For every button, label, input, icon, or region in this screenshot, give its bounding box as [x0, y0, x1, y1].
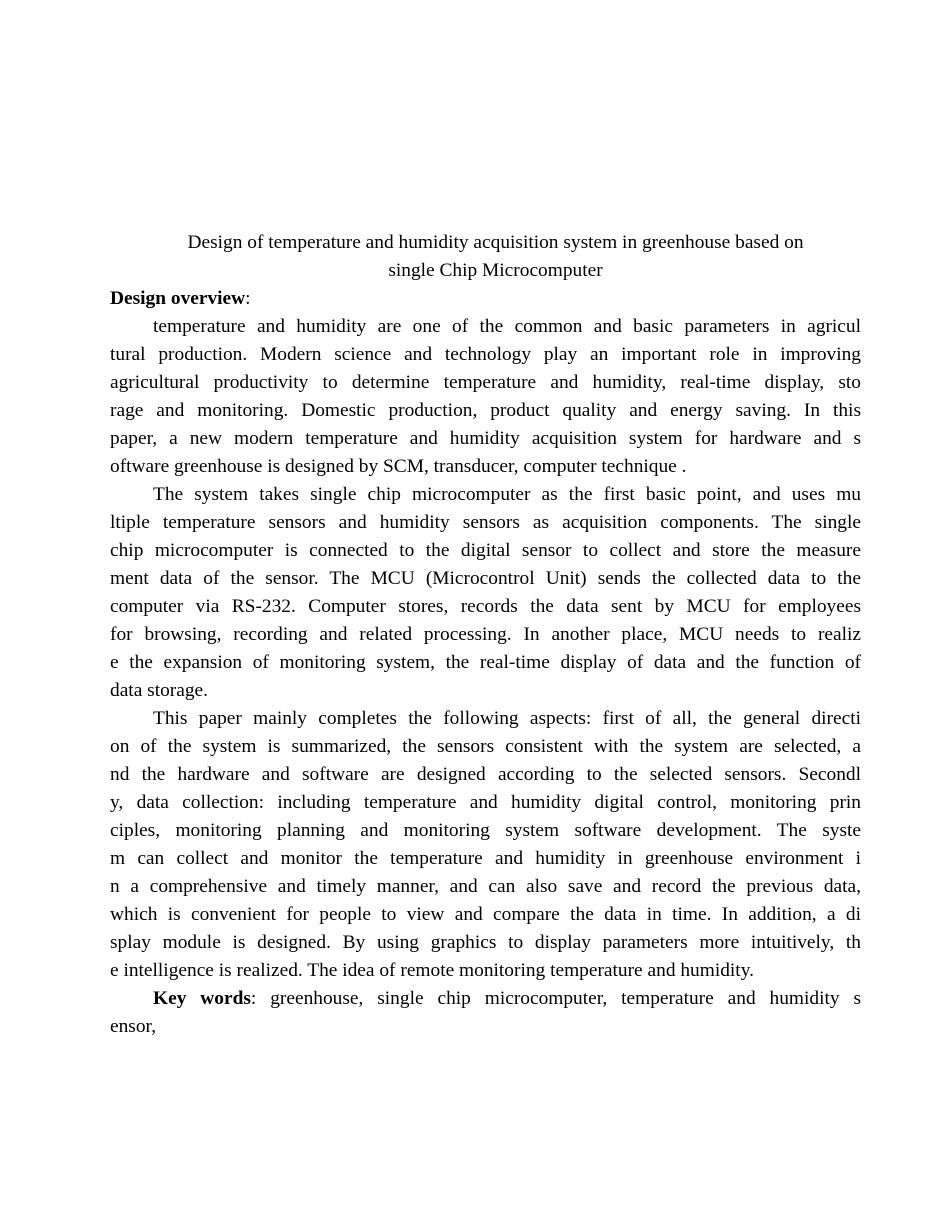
paragraph-line: tural production. Modern science and technology play an important role in improving: [110, 344, 861, 365]
paragraph-line: for browsing, recording and related processing. In another place, MCU needs to realiz: [110, 624, 861, 645]
paragraph-line: n a comprehensive and timely manner, and can also save and record the previous data,: [110, 876, 861, 897]
keywords-line-1: [110, 985, 861, 1013]
paragraph-line: y, data collection: including temperature and humidity digital control, monitoring prin: [110, 792, 861, 813]
paragraph-line: splay module is designed. By using graphics to display parameters more intuitively, th: [110, 932, 861, 953]
paragraph-line: on of the system is summarized, the sensors consistent with the system are selected, a: [110, 736, 861, 757]
paragraph-line: This paper mainly completes the following aspects: first of all, the general directi: [153, 708, 861, 729]
paragraph-line: ciples, monitoring planning and monitoring system software development. The syste: [110, 820, 861, 841]
design-overview-label: Design overview: [110, 288, 246, 309]
keywords-list: : greenhouse, single chip microcomputer, temperature and humidity s: [250, 988, 861, 1009]
paragraph-line: paper, a new modern temperature and humidity acquisition system for hardware and s: [110, 428, 861, 449]
paper-title: [110, 229, 861, 285]
paragraph-line: nd the hardware and software are designed according to the selected sensors. Secondl: [110, 764, 861, 785]
paragraph-line: data storage.: [110, 680, 208, 701]
title-line-2: single Chip Microcomputer: [388, 260, 603, 281]
design-overview-colon: :: [245, 288, 251, 309]
paragraph-line: m can collect and monitor the temperature and humidity in greenhouse environment i: [110, 848, 861, 869]
paragraph-line: rage and monitoring. Domestic production, product quality and energy saving. In this: [110, 400, 861, 421]
abstract-paragraph-2: [110, 481, 861, 705]
keywords-line-2: ensor,: [110, 1016, 157, 1037]
title-line-1: Design of temperature and humidity acquisition system in greenhouse based on: [187, 232, 804, 253]
paragraph-line: which is convenient for people to view and compare the data in time. In addition, a di: [110, 904, 861, 925]
paragraph-line: The system takes single chip microcomputer as the first basic point, and uses mu: [153, 484, 861, 505]
keywords-label: Key words: [153, 988, 251, 1009]
paragraph-line: chip microcomputer is connected to the digital sensor to collect and store the measure: [110, 540, 861, 561]
paragraph-line: e the expansion of monitoring system, the real-time display of data and the function of: [110, 652, 861, 673]
abstract-paragraph-3: [110, 705, 861, 985]
abstract-paragraph-1: [110, 313, 861, 481]
paragraph-line: agricultural productivity to determine temperature and humidity, real-time display, sto: [110, 372, 861, 393]
paragraph-line: ment data of the sensor. The MCU (Microcontrol Unit) sends the collected data to the: [110, 568, 861, 589]
paragraph-line: computer via RS-232. Computer stores, records the data sent by MCU for employees: [110, 596, 861, 617]
paragraph-line: temperature and humidity are one of the common and basic parameters in agricul: [153, 316, 861, 337]
document-body: [110, 229, 861, 1041]
design-overview-heading: [110, 285, 861, 313]
paragraph-line: e intelligence is realized. The idea of remote monitoring temperature and humidity.: [110, 960, 754, 981]
paragraph-line: ltiple temperature sensors and humidity sensors as acquisition components. The single: [110, 512, 861, 533]
paragraph-line: oftware greenhouse is designed by SCM, transducer, computer technique .: [110, 456, 687, 477]
keywords-paragraph: [110, 985, 861, 1041]
